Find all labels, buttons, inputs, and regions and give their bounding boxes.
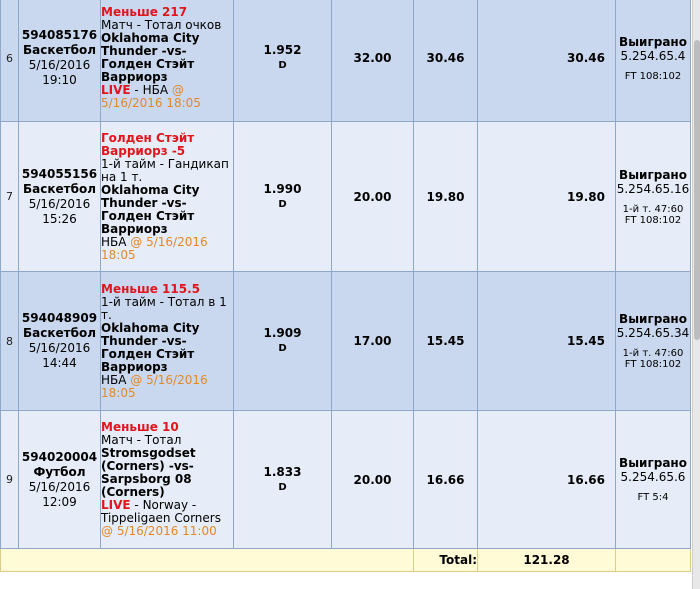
market-name: 1-й тайм - Тотал в 1 т. (101, 294, 227, 322)
bet-info-cell (19, 0, 101, 122)
bet-date: 5/16/2016 (28, 479, 91, 494)
match-name: Stromsgodset (Corners) -vs- Sarpsborg 08 (Corners) (101, 446, 196, 499)
odds-value: 1.833 (263, 464, 302, 479)
odds-cell (234, 122, 332, 272)
result-cell (616, 272, 691, 411)
row-index: 7 (1, 122, 19, 272)
result-status: Выиграно (619, 34, 687, 49)
odds-cell (234, 272, 332, 411)
match-name: Oklahoma City Thunder -vs- Голден Стэйт Варриорз (101, 182, 200, 236)
sport-name: Футбол (33, 464, 86, 479)
result-code: 5.254.65.34 (616, 326, 690, 340)
result-status: Выиграно (619, 456, 687, 470)
half-score: 1-й т. 47:60 (622, 203, 684, 215)
sport-name: Баскетбол (22, 326, 96, 340)
league-name: НБА (101, 234, 131, 249)
odds-format: D (278, 481, 287, 493)
event-cell (101, 122, 234, 272)
league-line (101, 374, 233, 400)
final-score: FT 5:4 (637, 492, 669, 503)
odds-format: D (278, 343, 287, 354)
market-name: Матч - Тотал (101, 433, 182, 447)
match-name: Oklahoma City Thunder -vs- Голден Стэйт Варриорз (101, 31, 200, 84)
win-amount: 15.45 (478, 272, 616, 411)
result-status: Выиграно (619, 312, 687, 326)
live-badge: LIVE (101, 498, 131, 512)
row-index: 6 (1, 0, 19, 122)
bet-id[interactable]: 594020004 (21, 449, 98, 464)
sport-name: Баскетбол (22, 43, 96, 57)
league-name: - Norway - Tippeligaen Corners (101, 498, 221, 525)
league-name: - НБА (130, 83, 172, 97)
total-value: 121.28 (478, 549, 616, 572)
placed-time: @ 5/16/2016 18:05 (101, 372, 208, 400)
half-score: 1-й т. 47:60 (622, 348, 684, 359)
placed-time: @ 5/16/2016 11:00 (101, 524, 217, 538)
odds-cell (234, 0, 332, 122)
result-code: 5.254.65.6 (620, 470, 686, 484)
bet-id[interactable]: 594085176 (21, 28, 98, 42)
bet-selection: Меньше 115.5 (101, 281, 200, 296)
result-status: Выиграно (619, 167, 687, 182)
bet-info-cell (19, 272, 101, 411)
bet-row (1, 122, 691, 272)
bet-row (1, 0, 691, 122)
vertical-scrollbar[interactable] (692, 0, 700, 589)
bet-time: 12:09 (42, 494, 77, 509)
match-name: Oklahoma City Thunder -vs- Голден Стэйт Варриорз (101, 320, 200, 374)
result-cell (616, 122, 691, 272)
placed-time: @ 5/16/2016 18:05 (101, 234, 208, 262)
event-cell (101, 411, 234, 549)
league-line (101, 84, 233, 110)
league-line (101, 236, 233, 262)
bet-time: 19:10 (42, 73, 77, 87)
odds-format: D (278, 60, 287, 71)
market-name: 1-й тайм - Гандикап на 1 т. (101, 156, 229, 184)
row-index: 9 (1, 411, 19, 549)
bet-time: 15:26 (42, 211, 77, 226)
result-cell (616, 411, 691, 549)
final-score: FT 108:102 (624, 214, 682, 226)
league-name: НБА (101, 372, 131, 387)
placed-time: @ 5/16/2016 18:05 (101, 83, 201, 110)
odds-value: 1.952 (263, 43, 302, 57)
stake-amount: 20.00 (332, 122, 414, 272)
win-amount: 30.46 (478, 0, 616, 122)
market-name: Матч - Тотал очков (101, 18, 222, 32)
bet-info-cell (19, 411, 101, 549)
win-amount: 19.80 (478, 122, 616, 272)
live-badge: LIVE (101, 83, 131, 97)
event-cell (101, 0, 234, 122)
odds-format: D (278, 198, 287, 210)
bet-date: 5/16/2016 (28, 58, 91, 72)
bet-id[interactable]: 594055156 (21, 166, 98, 181)
potential-win: 19.80 (414, 122, 478, 272)
sport-name: Баскетбол (22, 181, 96, 196)
stake-amount: 17.00 (332, 272, 414, 411)
potential-win: 15.45 (414, 272, 478, 411)
potential-win: 16.66 (414, 411, 478, 549)
bet-selection: Меньше 217 (101, 5, 188, 19)
odds-value: 1.909 (263, 326, 302, 340)
result-cell (616, 0, 691, 122)
bet-time: 14:44 (42, 356, 77, 370)
total-label: Total: (414, 549, 478, 572)
final-score: FT 108:102 (624, 359, 682, 370)
final-score: FT 108:102 (624, 70, 682, 82)
league-line (101, 499, 233, 538)
event-cell (101, 272, 234, 411)
result-code: 5.254.65.4 (620, 48, 686, 63)
win-amount: 16.66 (478, 411, 616, 549)
bet-selection: Меньше 10 (101, 420, 179, 434)
bet-date: 5/16/2016 (28, 341, 91, 355)
stake-amount: 20.00 (332, 411, 414, 549)
stake-amount: 32.00 (332, 0, 414, 122)
row-index: 8 (1, 272, 19, 411)
odds-cell (234, 411, 332, 549)
bet-row (1, 411, 691, 549)
scrollbar-thumb[interactable] (694, 40, 700, 340)
bet-row (1, 272, 691, 411)
result-code: 5.254.65.16 (616, 181, 690, 196)
odds-value: 1.990 (263, 181, 302, 196)
potential-win: 30.46 (414, 0, 478, 122)
total-row (1, 549, 691, 572)
bet-info-cell (19, 122, 101, 272)
bet-id[interactable]: 594048909 (21, 311, 98, 325)
bet-date: 5/16/2016 (28, 196, 91, 211)
bet-selection: Голден Стэйт Варриорз -5 (101, 130, 195, 158)
